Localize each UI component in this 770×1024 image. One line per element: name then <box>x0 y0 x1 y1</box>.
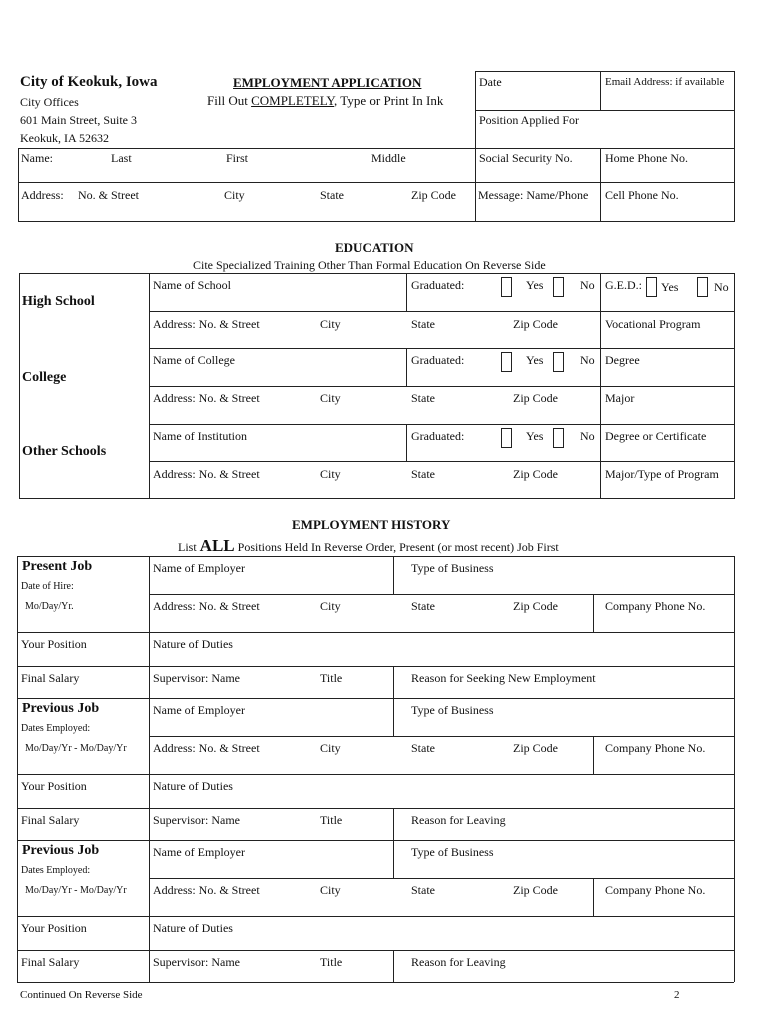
employer-zip-label-previous1: Zip Code <box>513 741 558 755</box>
other-schools-heading: Other Schools <box>22 444 107 459</box>
message-contact-field[interactable]: Message: Name/Phone <box>478 188 589 202</box>
employer-city-label-previous2: City <box>320 883 341 897</box>
employer-zip-label-present: Zip Code <box>513 599 558 613</box>
name-label: Name: <box>21 151 53 165</box>
college-name-field[interactable]: Name of College <box>153 353 235 367</box>
other-state-label: State <box>411 467 435 481</box>
college-state-label: State <box>411 391 435 405</box>
degree-field[interactable]: Degree <box>605 353 640 367</box>
duties-field-previous2[interactable]: Nature of Duties <box>153 921 233 935</box>
hs-graduated-label: Graduated: <box>411 278 465 292</box>
other-graduated-yes-checkbox[interactable] <box>501 428 512 448</box>
employer-state-label-present: State <box>411 599 435 613</box>
other-yes-label: Yes <box>526 429 544 443</box>
ged-label: G.E.D.: <box>605 278 642 292</box>
duties-field-previous1[interactable]: Nature of Duties <box>153 779 233 793</box>
program-type-field[interactable]: Major/Type of Program <box>605 467 719 481</box>
employer-city-label-present: City <box>320 599 341 613</box>
org-line-3: Keokuk, IA 52632 <box>20 131 109 145</box>
job-date-label-previous2: Dates Employed: <box>21 865 91 876</box>
college-yes-label: Yes <box>526 353 544 367</box>
vocational-program-field[interactable]: Vocational Program <box>605 317 701 331</box>
ssn-field[interactable]: Social Security No. <box>479 151 573 165</box>
address-label: Address: <box>21 188 64 202</box>
state-label: State <box>320 188 344 202</box>
college-city-label: City <box>320 391 341 405</box>
ged-no-label: No <box>714 280 729 294</box>
business-type-field-previous2[interactable]: Type of Business <box>411 845 494 859</box>
hs-no-label: No <box>580 278 595 292</box>
job-heading-previous2: Previous Job <box>22 843 100 858</box>
job-heading-previous1: Previous Job <box>22 701 100 716</box>
leaving-reason-field-previous1[interactable]: Reason for Leaving <box>411 813 506 827</box>
hs-address-label: Address: No. & Street <box>153 317 260 331</box>
company-phone-field-present[interactable]: Company Phone No. <box>605 599 706 613</box>
street-label: No. & Street <box>78 188 139 202</box>
first-name-label: First <box>226 151 249 165</box>
form-title: EMPLOYMENT APPLICATION <box>233 75 422 90</box>
supervisor-name-field-previous1[interactable]: Supervisor: Name <box>153 813 240 827</box>
middle-name-label: Middle <box>371 151 406 165</box>
org-name: City of Keokuk, Iowa <box>20 74 158 90</box>
hs-graduated-yes-checkbox[interactable] <box>501 277 512 297</box>
employer-name-field-present[interactable]: Name of Employer <box>153 561 245 575</box>
leaving-reason-field-previous2[interactable]: Reason for Leaving <box>411 955 506 969</box>
final-salary-field-previous2[interactable]: Final Salary <box>21 955 80 969</box>
employer-address-label-present[interactable]: Address: No. & Street <box>153 599 260 613</box>
major-field[interactable]: Major <box>605 391 635 405</box>
job-date-field-present[interactable]: Mo/Day/Yr. <box>25 601 74 612</box>
city-label: City <box>224 188 245 202</box>
page-number: 2 <box>674 989 680 1001</box>
date-field[interactable]: Date <box>479 75 502 89</box>
college-no-label: No <box>580 353 595 367</box>
cell-phone-field[interactable]: Cell Phone No. <box>605 188 679 202</box>
final-salary-field-present[interactable]: Final Salary <box>21 671 80 685</box>
leaving-reason-field-present[interactable]: Reason for Seeking New Employment <box>411 671 596 685</box>
hs-graduated-no-checkbox[interactable] <box>553 277 564 297</box>
hs-city-label: City <box>320 317 341 331</box>
company-phone-field-previous1[interactable]: Company Phone No. <box>605 741 706 755</box>
other-graduated-label: Graduated: <box>411 429 465 443</box>
high-school-heading: High School <box>22 294 95 309</box>
job-heading-present: Present Job <box>22 559 93 574</box>
org-line-2: 601 Main Street, Suite 3 <box>20 113 137 127</box>
supervisor-name-field-present[interactable]: Supervisor: Name <box>153 671 240 685</box>
education-subtitle: Cite Specialized Training Other Than Formal Education On Reverse Side <box>193 258 546 272</box>
your-position-field-previous1[interactable]: Your Position <box>21 779 87 793</box>
last-name-label: Last <box>111 151 132 165</box>
email-field[interactable]: Email Address: if available <box>605 76 725 88</box>
ged-yes-label: Yes <box>661 280 679 294</box>
ged-yes-checkbox[interactable] <box>646 277 657 297</box>
college-graduated-yes-checkbox[interactable] <box>501 352 512 372</box>
college-address-label: Address: No. & Street <box>153 391 260 405</box>
supervisor-name-field-previous2[interactable]: Supervisor: Name <box>153 955 240 969</box>
employer-address-label-previous1[interactable]: Address: No. & Street <box>153 741 260 755</box>
college-graduated-no-checkbox[interactable] <box>553 352 564 372</box>
job-date-field-previous2[interactable]: Mo/Day/Yr - Mo/Day/Yr <box>25 885 127 896</box>
job-date-label-present: Date of Hire: <box>21 581 74 592</box>
hs-zip-label: Zip Code <box>513 317 558 331</box>
college-heading: College <box>22 370 67 385</box>
ged-no-checkbox[interactable] <box>697 277 708 297</box>
college-zip-label: Zip Code <box>513 391 558 405</box>
degree-certificate-field[interactable]: Degree or Certificate <box>605 429 707 443</box>
job-date-label-previous1: Dates Employed: <box>21 723 91 734</box>
home-phone-field[interactable]: Home Phone No. <box>605 151 688 165</box>
employer-name-field-previous1[interactable]: Name of Employer <box>153 703 245 717</box>
high-school-name-field[interactable]: Name of School <box>153 278 231 292</box>
hs-yes-label: Yes <box>526 278 544 292</box>
other-no-label: No <box>580 429 595 443</box>
other-address-label: Address: No. & Street <box>153 467 260 481</box>
college-graduated-label: Graduated: <box>411 353 465 367</box>
employer-name-field-previous2[interactable]: Name of Employer <box>153 845 245 859</box>
form-instructions: Fill Out COMPLETELY, Type or Print In Ink <box>207 93 444 108</box>
your-position-field-present[interactable]: Your Position <box>21 637 87 651</box>
other-city-label: City <box>320 467 341 481</box>
employment-subtitle: List ALL Positions Held In Reverse Order, Present (or most recent) Job First <box>178 536 559 555</box>
employer-state-label-previous2: State <box>411 883 435 897</box>
position-applied-field[interactable]: Position Applied For <box>479 113 580 127</box>
education-title: EDUCATION <box>335 240 414 255</box>
continued-note: Continued On Reverse Side <box>20 989 143 1001</box>
company-phone-field-previous2[interactable]: Company Phone No. <box>605 883 706 897</box>
supervisor-title-label-previous1: Title <box>320 813 343 827</box>
employer-city-label-previous1: City <box>320 741 341 755</box>
employer-address-label-previous2[interactable]: Address: No. & Street <box>153 883 260 897</box>
final-salary-field-previous1[interactable]: Final Salary <box>21 813 80 827</box>
zip-label: Zip Code <box>411 188 456 202</box>
employer-state-label-previous1: State <box>411 741 435 755</box>
org-line-1: City Offices <box>20 95 79 109</box>
hs-state-label: State <box>411 317 435 331</box>
business-type-field-previous1[interactable]: Type of Business <box>411 703 494 717</box>
other-zip-label: Zip Code <box>513 467 558 481</box>
job-date-field-previous1[interactable]: Mo/Day/Yr - Mo/Day/Yr <box>25 743 127 754</box>
supervisor-title-label-present: Title <box>320 671 343 685</box>
employment-title: EMPLOYMENT HISTORY <box>292 517 451 532</box>
institution-name-field[interactable]: Name of Institution <box>153 429 247 443</box>
duties-field-present[interactable]: Nature of Duties <box>153 637 233 651</box>
business-type-field-present[interactable]: Type of Business <box>411 561 494 575</box>
employer-zip-label-previous2: Zip Code <box>513 883 558 897</box>
other-graduated-no-checkbox[interactable] <box>553 428 564 448</box>
supervisor-title-label-previous2: Title <box>320 955 343 969</box>
your-position-field-previous2[interactable]: Your Position <box>21 921 87 935</box>
